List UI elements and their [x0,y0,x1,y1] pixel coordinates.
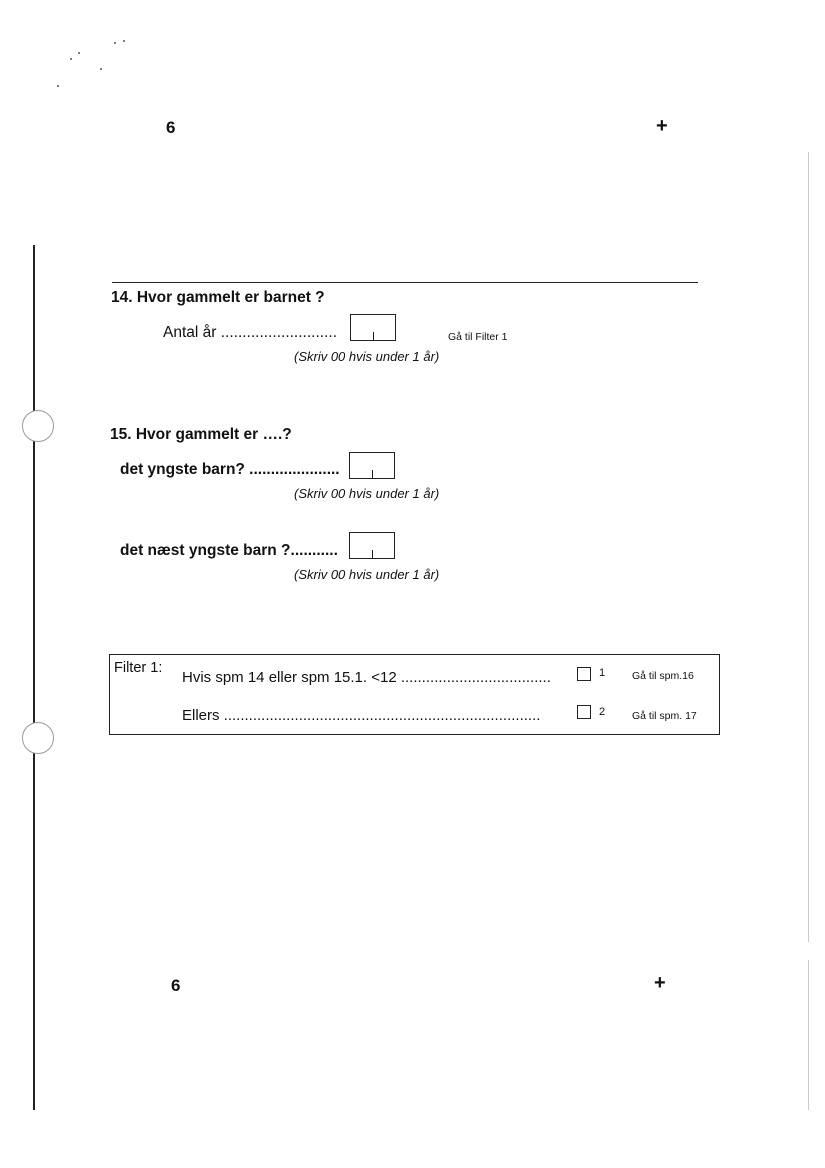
question-15-title: 15. Hvor gammelt er ….? [110,426,292,443]
filter-1-row1-goto: Gå til spm.16 [632,670,694,682]
q14-goto-instruction: Gå til Filter 1 [448,331,508,343]
registration-mark-top: + [656,115,668,137]
scan-speck [70,58,72,60]
filter-1-row2-text: Ellers ............................................................................ [182,707,541,724]
page-number-top: 6 [166,118,176,137]
q15-second-youngest-label: det næst yngste barn ?........... [120,542,338,559]
registration-mark-bottom: + [654,972,666,994]
q15-youngest-label: det yngste barn? ..................... [120,461,340,478]
right-page-edge-bottom [808,960,809,1110]
filter-1-option-1-checkbox[interactable] [577,667,591,681]
scan-speck [78,52,80,54]
q14-hint: (Skriv 00 hvis under 1 år) [294,349,440,364]
punch-hole-top [22,410,54,442]
filter-1-row1-text: Hvis spm 14 eller spm 15.1. <12 .................................... [182,669,551,686]
q15-second-youngest-age-input[interactable] [349,532,395,559]
question-14-title: 14. Hvor gammelt er barnet ? [111,289,325,306]
q14-age-input[interactable] [350,314,396,341]
filter-1-label: Filter 1: [114,660,163,676]
q15-second-youngest-hint: (Skriv 00 hvis under 1 år) [294,567,440,582]
filter-1-option-2-code: 2 [599,706,606,718]
filter-1-box [109,654,720,735]
filter-1-option-1-code: 1 [599,667,606,679]
right-page-edge [808,152,809,942]
filter-1-row2-goto: Gå til spm. 17 [632,710,697,722]
page-number-bottom: 6 [171,976,181,995]
scan-speck [57,85,59,87]
section-divider [112,282,698,283]
punch-hole-bottom [22,722,54,754]
scan-speck [114,42,116,44]
filter-1-option-2-checkbox[interactable] [577,705,591,719]
q15-youngest-hint: (Skriv 00 hvis under 1 år) [294,486,440,501]
binding-margin-line [33,245,35,1110]
scan-speck [100,68,102,70]
q14-age-label: Antal år ........................... [163,324,337,341]
scan-speck [123,40,125,42]
q15-youngest-age-input[interactable] [349,452,395,479]
